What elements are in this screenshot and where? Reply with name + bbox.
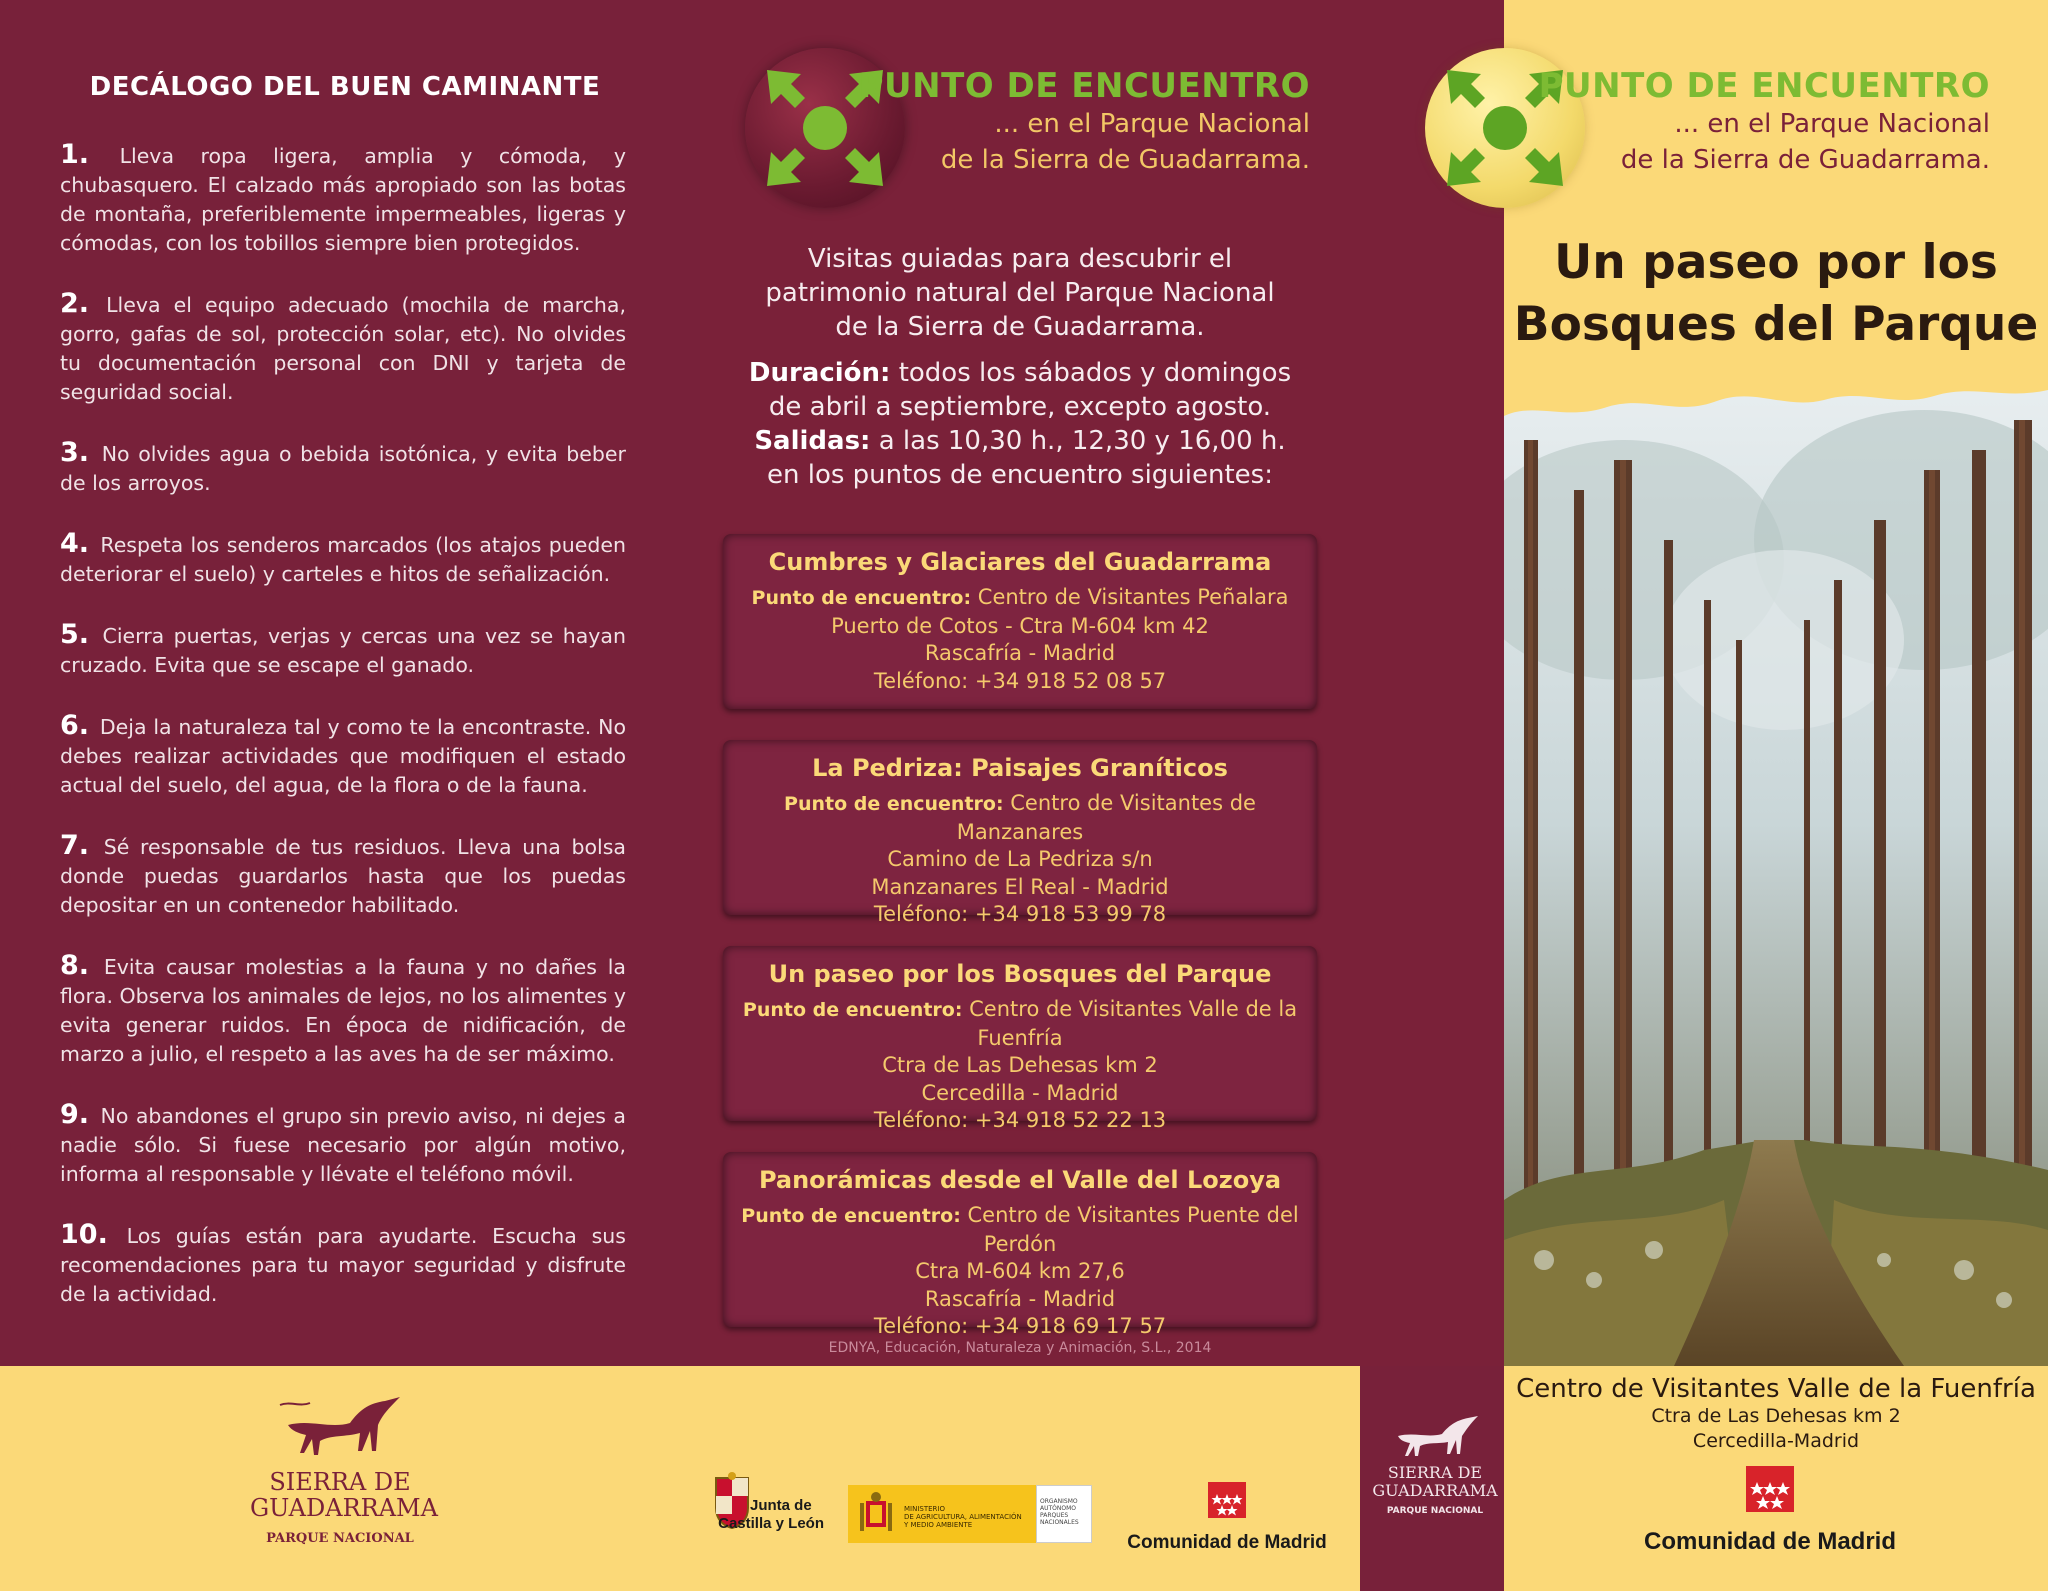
cover-title-line2: Bosques del Parque (1513, 297, 2039, 352)
schedule-text (740, 356, 1300, 492)
ministerio-logo (848, 1485, 1092, 1543)
sierra-guadarrama-small-logo (1370, 1410, 1500, 1516)
oapn-line1: ORGANISMO (1040, 1498, 1078, 1505)
cover-header-sub1: ... en el Parque Nacional (1674, 109, 1990, 139)
rule-text: Deja la naturaleza tal y como te la encontraste. No debes realizar actividades que modifiquen el estado actual del suelo, del agua, de la flora o de la fauna. (60, 715, 626, 797)
ministerio-line2: DE AGRICULTURA, ALIMENTACIÓN (904, 1513, 1022, 1521)
rule-number: 4. (60, 528, 90, 559)
visit-center-info (1504, 1374, 2048, 1454)
duration-line (740, 356, 1300, 390)
rule-4 (60, 529, 626, 589)
meeting-phone: Teléfono: +34 918 52 22 13 (873, 1108, 1167, 1132)
sierra-guadarrama-logo (250, 1385, 438, 1546)
rule-text: Los guías están para ayudarte. Escucha sus recomendaciones para tu mayor seguridad y disfrute de la actividad. (60, 1224, 626, 1306)
meeting-address: Puerto de Cotos - Ctra M-604 km 42 (831, 613, 1209, 638)
deer-silhouette-icon (1370, 1410, 1500, 1460)
cover-comunidad-madrid-logo (1610, 1466, 1930, 1556)
madrid-flag-icon (1610, 1466, 1930, 1516)
departures-text: a las 10,30 h., 12,30 y 16,00 h. (878, 426, 1286, 456)
meeting-title: Panorámicas desde el Valle del Lozoya (758, 1166, 1282, 1194)
rule-number: 5. (60, 619, 90, 650)
ministerio-line1: MINISTERIO (904, 1505, 945, 1513)
meeting-town: Rascafría - Madrid (924, 641, 1116, 665)
meeting-box-pedriza (723, 740, 1317, 926)
meeting-box-cumbres (723, 534, 1317, 709)
meeting-address: Ctra de Las Dehesas km 2 (882, 1053, 1158, 1077)
rule-7 (60, 831, 626, 920)
meeting-title: Cumbres y Glaciares del Guadarrama (768, 548, 1272, 576)
meeting-box-bosques (723, 946, 1317, 1132)
meeting-phone: Teléfono: +34 918 53 99 78 (873, 902, 1167, 926)
rule-number: 3. (60, 437, 90, 468)
visit-center-name: Centro de Visitantes Valle de la Fuenfría (1516, 1374, 2036, 1404)
duration-text: todos los sábados y domingos (898, 358, 1292, 388)
meeting-phone: Teléfono: +34 918 69 17 57 (873, 1314, 1167, 1338)
meeting-label: Punto de encuentro: (741, 1205, 961, 1227)
meeting-place-name: Centro de Visitantes Valle de la Fuenfría (969, 997, 1298, 1050)
meeting-title: Un paseo por los Bosques del Parque (768, 960, 1272, 988)
rule-text: No abandones el grupo sin previo aviso, ni dejes a nadie sólo. Si fuese necesario por algún motivo, informa al responsable y llévate el teléfono móvil. (60, 1104, 626, 1186)
cover-header-sub2: de la Sierra de Guadarrama. (1620, 145, 1990, 175)
oapn-line4: NACIONALES (1040, 1519, 1079, 1526)
comunidad-madrid-label: Comunidad de Madrid (1644, 1528, 1896, 1555)
visit-center-town: Cercedilla-Madrid (1692, 1430, 1860, 1452)
cover-title-line1: Un paseo por los (1554, 235, 1998, 290)
rule-number: 10. (60, 1219, 108, 1250)
forest-photo (1504, 380, 2048, 1366)
rule-number: 9. (60, 1099, 90, 1130)
mid-header-subtitle (840, 106, 1310, 178)
cover-title (1504, 232, 2048, 356)
ministerio-line3: Y MEDIO AMBIENTE (904, 1521, 973, 1529)
meeting-town: Cercedilla - Madrid (921, 1080, 1119, 1105)
rule-1 (60, 140, 626, 258)
meeting-label: Punto de encuentro: (742, 999, 963, 1021)
meeting-address: Camino de La Pedriza s/n (887, 847, 1153, 871)
comunidad-madrid-logo (1112, 1482, 1342, 1554)
rule-text: Evita causar molestias a la fauna y no dañes la flora. Observa los animales de lejos, no los alimentes y evita generar ruidos. En época de nidificación, de marzo a julio, el respeto a las aves ha de ser máximo. (60, 955, 626, 1066)
rule-9 (60, 1100, 626, 1189)
meeting-label: Punto de encuentro: (784, 793, 1004, 815)
cover-header-title: PUNTO DE ENCUENTRO (1538, 66, 1990, 106)
sierra-logo-line3: PARQUE NACIONAL (266, 1531, 414, 1546)
sierra-small-line2: GUADARRAMA (1372, 1481, 1498, 1500)
meeting-place (723, 790, 1317, 846)
rule-text: Lleva el equipo adecuado (mochila de marcha, gorro, gafas de sol, protección solar, etc). No olvides tu documentación personal con DNI y tarjeta de seguridad social. (60, 293, 626, 404)
jcyl-line1: Junta de (750, 1497, 812, 1514)
meeting-place (723, 584, 1317, 613)
logos-strip (0, 1366, 1360, 1591)
mid-header-sub1: ... en el Parque Nacional (994, 109, 1310, 139)
spain-coat-of-arms-icon (856, 1489, 896, 1539)
rule-number: 1. (60, 139, 90, 170)
decalogo-title: DECÁLOGO DEL BUEN CAMINANTE (89, 72, 601, 102)
meeting-address: Ctra M-604 km 27,6 (915, 1259, 1125, 1283)
intro-line: de la Sierra de Guadarrama. (835, 312, 1205, 342)
comunidad-madrid-label: Comunidad de Madrid (1127, 1532, 1327, 1553)
duration-label: Duración: (748, 358, 891, 388)
intro-line: patrimonio natural del Parque Nacional (765, 278, 1275, 308)
meeting-place-name: Centro de Visitantes de Manzanares (956, 791, 1256, 844)
rule-6 (60, 711, 626, 800)
sierra-small-line3: PARQUE NACIONAL (1386, 1506, 1484, 1516)
meeting-box-lozoya (723, 1152, 1317, 1338)
sierra-small-line1: SIERRA DE (1387, 1463, 1483, 1482)
oapn-line2: AUTÓNOMO (1040, 1505, 1076, 1512)
meeting-label: Punto de encuentro: (751, 587, 972, 609)
deer-silhouette-icon (250, 1385, 430, 1465)
departures-text-2: en los puntos de encuentro siguientes: (767, 460, 1273, 490)
rule-text: Cierra puertas, verjas y cercas una vez se hayan cruzado. Evita que se escape el ganado. (60, 624, 626, 677)
rule-number: 7. (60, 830, 90, 861)
meeting-town: Manzanares El Real - Madrid (871, 874, 1169, 899)
visit-center-address: Ctra de Las Dehesas km 2 (1651, 1405, 1901, 1427)
rule-number: 6. (60, 710, 90, 741)
meeting-phone: Teléfono: +34 918 52 08 57 (873, 668, 1167, 693)
rule-5 (60, 620, 626, 680)
departures-label: Salidas: (754, 426, 871, 456)
credit-text: EDNYA, Educación, Naturaleza y Animación, S.L., 2014 (828, 1340, 1212, 1356)
meeting-title: La Pedriza: Paisajes Graníticos (812, 754, 1228, 782)
rule-number: 2. (60, 288, 90, 319)
ministerio-text (904, 1505, 1022, 1529)
rule-2 (60, 289, 626, 407)
sierra-logo-line2: GUADARRAMA (250, 1494, 438, 1522)
rule-text: No olvides agua o bebida isotónica, y evita beber de los arroyos. (60, 442, 626, 495)
intro-text (760, 242, 1280, 344)
meeting-place (723, 1202, 1317, 1258)
meeting-place-name: Centro de Visitantes Peñalara (977, 585, 1289, 609)
rule-10 (60, 1220, 626, 1309)
meeting-place-name: Centro de Visitantes Puente del Perdón (967, 1203, 1299, 1256)
mid-header-sub2: de la Sierra de Guadarrama. (940, 145, 1310, 175)
sierra-logo-line1: SIERRA DE (269, 1468, 411, 1496)
meeting-place (723, 996, 1317, 1052)
forest-path-image (1504, 380, 2048, 1366)
oapn-box (1036, 1485, 1092, 1543)
rule-text: Lleva ropa ligera, amplia y cómoda, y chubasquero. El calzado más apropiado son las botas de montaña, preferiblemente impermeables, ligeras y cómodas, con los tobillos siempre bien protegidos. (60, 144, 626, 255)
rule-8 (60, 951, 626, 1069)
cover-header-subtitle (1520, 106, 1990, 178)
jcyl-line2: Castilla y León (718, 1515, 824, 1532)
madrid-flag-icon (1112, 1482, 1342, 1522)
meeting-town: Rascafría - Madrid (924, 1286, 1116, 1311)
oapn-line3: PARQUES (1040, 1512, 1069, 1519)
decalogo-rules (60, 140, 626, 1340)
rule-number: 8. (60, 950, 90, 981)
rule-3 (60, 438, 626, 498)
intro-line: Visitas guiadas para descubrir el (807, 244, 1233, 274)
duration-text-2: de abril a septiembre, excepto agosto. (768, 392, 1272, 422)
rule-text: Respeta los senderos marcados (los atajos pueden deteriorar el suelo) y carteles e hitos de señalización. (60, 533, 626, 586)
mid-header-title: PUNTO DE ENCUENTRO (858, 66, 1310, 106)
departures-line (740, 424, 1300, 458)
rule-text: Sé responsable de tus residuos. Lleva una bolsa donde puedas guardarlos hasta que los puedas depositar en un contenedor habilitado. (60, 835, 626, 917)
